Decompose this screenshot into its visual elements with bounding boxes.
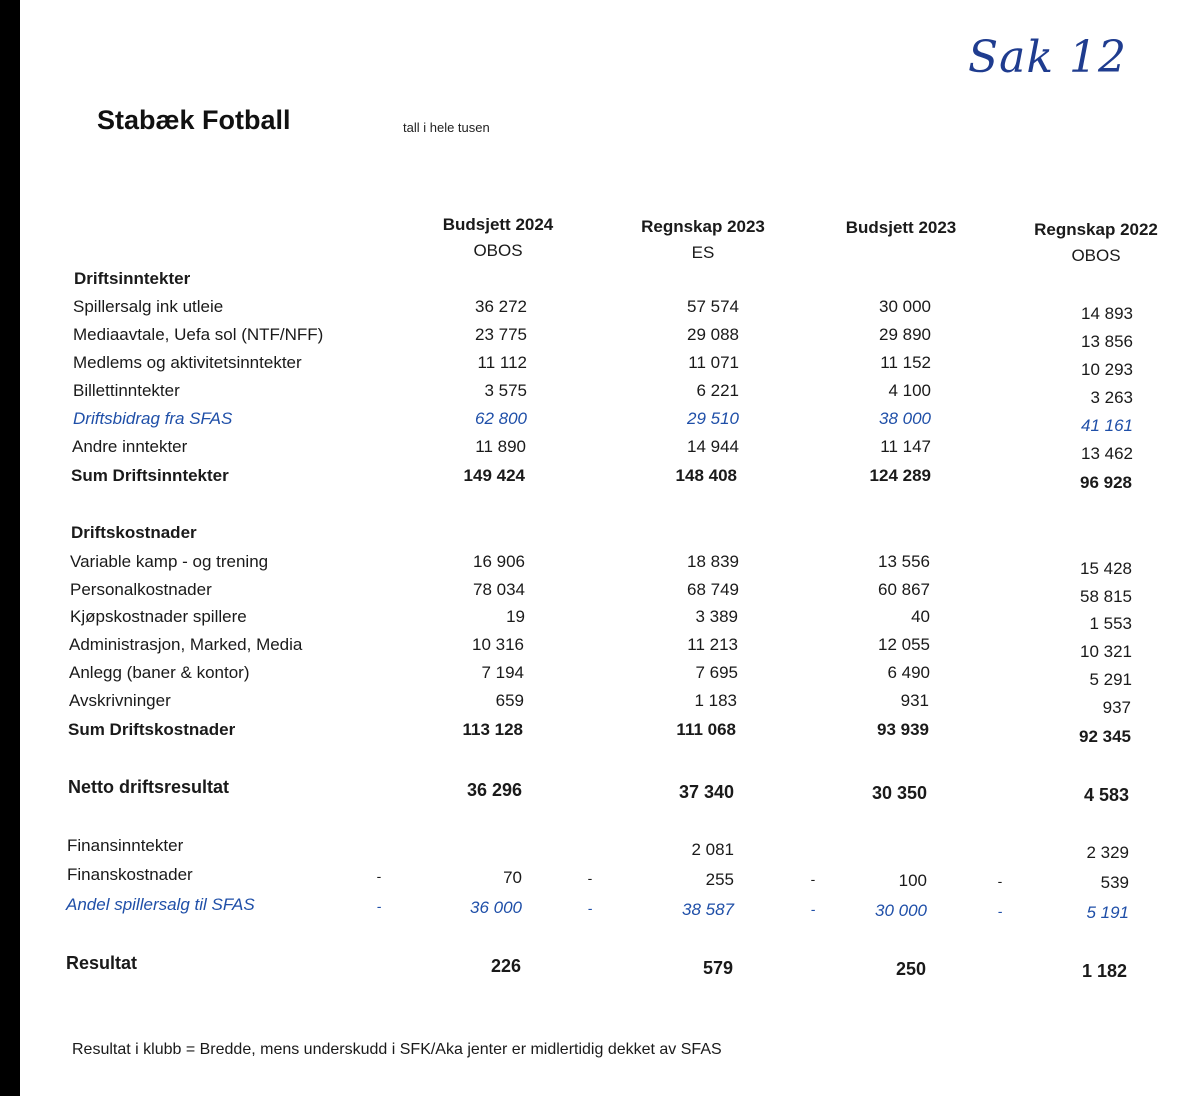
table-row: Driftsbidrag fra SFAS 62 800 29 510 38 000 41 161	[73, 409, 1133, 435]
column-heading-budsjett-2024: Budsjett 2024 OBOS	[442, 215, 554, 260]
table-row: Spillersalg ink utleie 36 272 57 574 30 000 14 893	[73, 297, 1133, 323]
table-row: Finansinntekter 2 081 2 329	[67, 836, 1129, 862]
table-row: Administrasjon, Marked, Media 10 316 11 213 12 055 10 321	[69, 635, 1132, 661]
column-heading-regnskap-2022: Regnskap 2022 OBOS	[1034, 220, 1158, 265]
page-subtitle: tall i hele tusen	[403, 120, 490, 135]
table-row: Variable kamp - og trening 16 906 18 839 13 556 15 428	[70, 552, 1132, 578]
table-row-sum-driftsinntekter: Sum Driftsinntekter 149 424 148 408 124 289 96 928	[71, 466, 1132, 492]
handwritten-note: Sak 12	[968, 32, 1128, 83]
section-heading-driftskostnader: Driftskostnader	[71, 523, 197, 542]
table-row-netto-driftsresultat: Netto driftsresultat 36 296 37 340 30 350 4 583	[68, 777, 1129, 805]
document-page	[20, 0, 1179, 1096]
table-row-sum-driftskostnader: Sum Driftskostnader 113 128 111 068 93 939 92 345	[68, 720, 1131, 746]
table-row: Avskrivninger 659 1 183 931 937	[69, 691, 1131, 717]
table-row: Andel spillersalg til SFAS - 36 000 - 38 587 - 30 000 - 5 191	[66, 895, 1129, 922]
column-heading-budsjett-2023: Budsjett 2023	[845, 218, 957, 237]
table-row: Medlems og aktivitetsinntekter 11 112 11 071 11 152 10 293	[73, 353, 1133, 379]
column-heading-regnskap-2023: Regnskap 2023 ES	[641, 217, 765, 262]
page-title: Stabæk Fotball	[97, 105, 291, 135]
table-row: Anlegg (baner & kontor) 7 194 7 695 6 490 5 291	[69, 663, 1132, 689]
table-row-resultat: Resultat 226 579 250 1 182	[66, 953, 1127, 981]
section-heading-driftsinntekter: Driftsinntekter	[74, 269, 191, 288]
table-row: Personalkostnader 78 034 68 749 60 867 58 815	[70, 580, 1132, 606]
table-row: Andre inntekter 11 890 14 944 11 147 13 462	[72, 437, 1133, 463]
footnote: Resultat i klubb = Bredde, mens underskudd i SFK/Aka jenter er midlertidig dekket av SFAS	[72, 1041, 722, 1058]
table-row: Finanskostnader - 70 - 255 - 100 - 539	[67, 865, 1129, 892]
table-row: Mediaavtale, Uefa sol (NTF/NFF) 23 775 29 088 29 890 13 856	[73, 325, 1133, 351]
table-row: Kjøpskostnader spillere 19 3 389 40 1 553	[70, 607, 1132, 633]
table-row: Billettinntekter 3 575 6 221 4 100 3 263	[73, 381, 1133, 407]
